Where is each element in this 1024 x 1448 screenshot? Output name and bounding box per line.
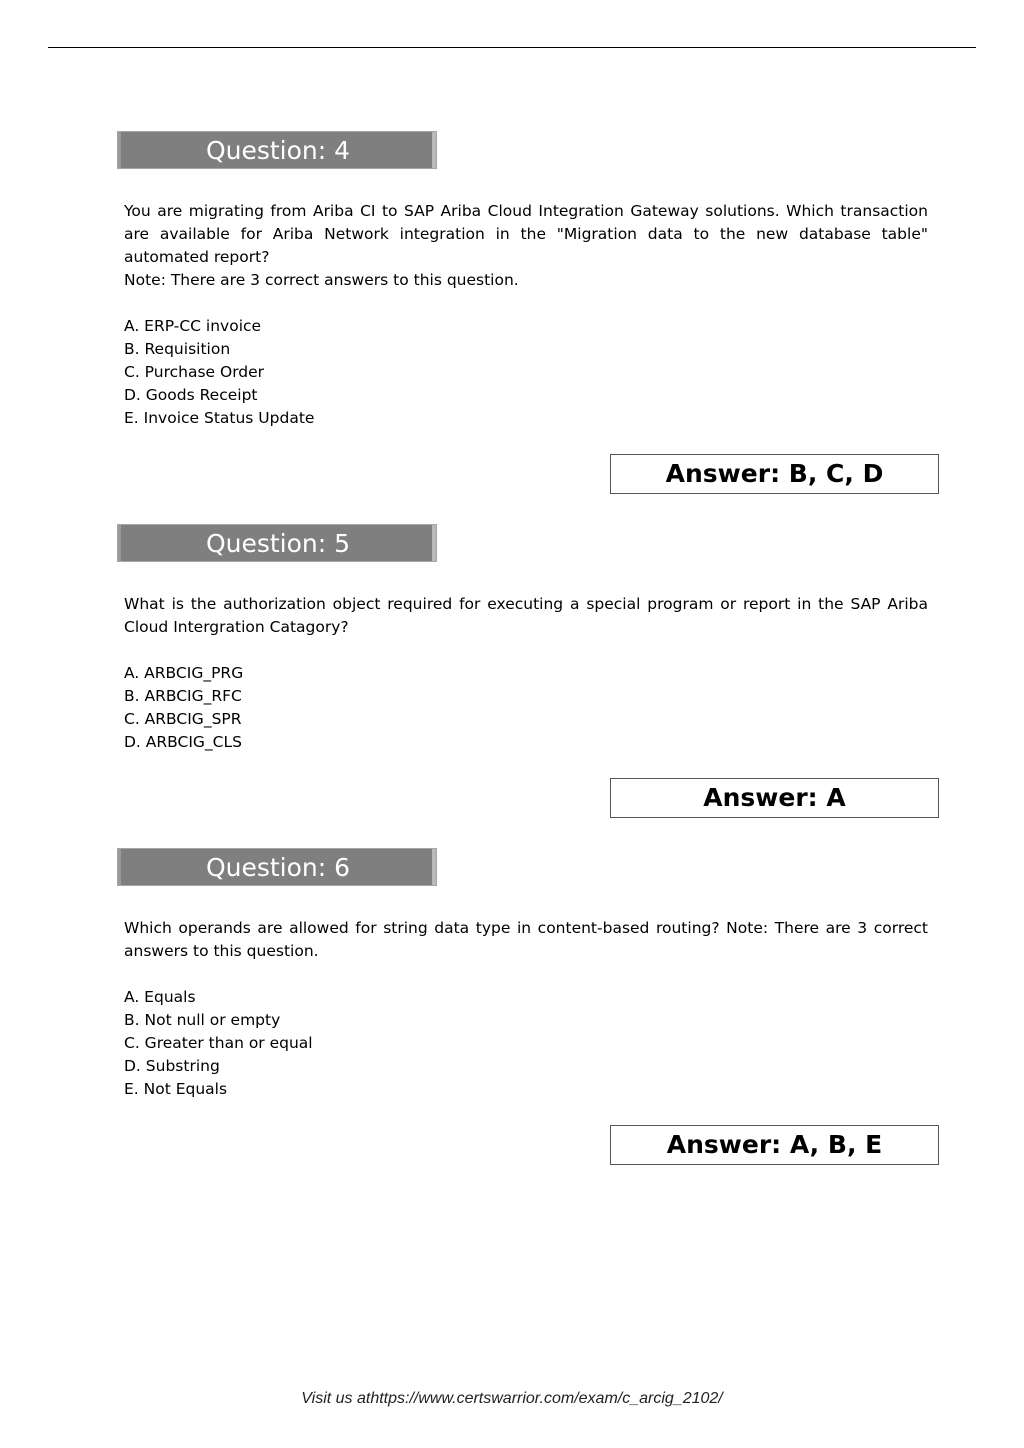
option-item: A. ARBCIG_PRG — [124, 664, 244, 682]
option-item: C. Greater than or equal — [124, 1034, 313, 1052]
top-divider — [48, 47, 976, 48]
option-item: B. Not null or empty — [124, 1011, 281, 1029]
option-item: C. Purchase Order — [124, 363, 265, 381]
question-body: Which operands are allowed for string data type in content-based routing? Note: There are 3 correct answers to this question. — [124, 919, 928, 960]
question-header-label: Question: 6 — [205, 853, 351, 882]
answer-box — [610, 778, 939, 818]
question-body: What is the authorization object required for executing a special program or report in the SAP Ariba Cloud Intergration Catagory? — [124, 595, 928, 636]
question-text — [124, 200, 928, 292]
option-item: A. Equals — [124, 988, 196, 1006]
option-item: E. Invoice Status Update — [124, 409, 315, 427]
question-header — [117, 524, 437, 562]
question-body: You are migrating from Ariba CI to SAP Ariba Cloud Integration Gateway solutions. Which transaction are available for Ariba Network integration in the "Migration data to the new database table" automated report? — [124, 202, 928, 266]
option-item: A. ERP-CC invoice — [124, 317, 262, 335]
option-item: E. Not Equals — [124, 1080, 228, 1098]
options-list — [124, 315, 624, 430]
answer-label: Answer: A — [703, 783, 846, 812]
footer-link[interactable]: Visit us athttps://www.certswarrior.com/exam/c_arcig_2102/ — [301, 1390, 723, 1407]
option-item: D. Goods Receipt — [124, 386, 258, 404]
option-item: D. ARBCIG_CLS — [124, 733, 242, 751]
option-item: B. Requisition — [124, 340, 231, 358]
question-header — [117, 848, 437, 886]
options-list — [124, 662, 624, 754]
question-header-label: Question: 5 — [205, 529, 351, 558]
answer-box — [610, 1125, 939, 1165]
question-header — [117, 131, 437, 169]
answer-box — [610, 454, 939, 494]
question-text — [124, 917, 928, 963]
question-header-label: Question: 4 — [205, 136, 351, 165]
question-note: Note: There are 3 correct answers to this question. — [124, 271, 519, 289]
question-text — [124, 593, 928, 639]
options-list — [124, 986, 624, 1101]
answer-label: Answer: B, C, D — [665, 459, 884, 488]
answer-label: Answer: A, B, E — [666, 1130, 883, 1159]
option-item: B. ARBCIG_RFC — [124, 687, 242, 705]
option-item: C. ARBCIG_SPR — [124, 710, 242, 728]
option-item: D. Substring — [124, 1057, 220, 1075]
